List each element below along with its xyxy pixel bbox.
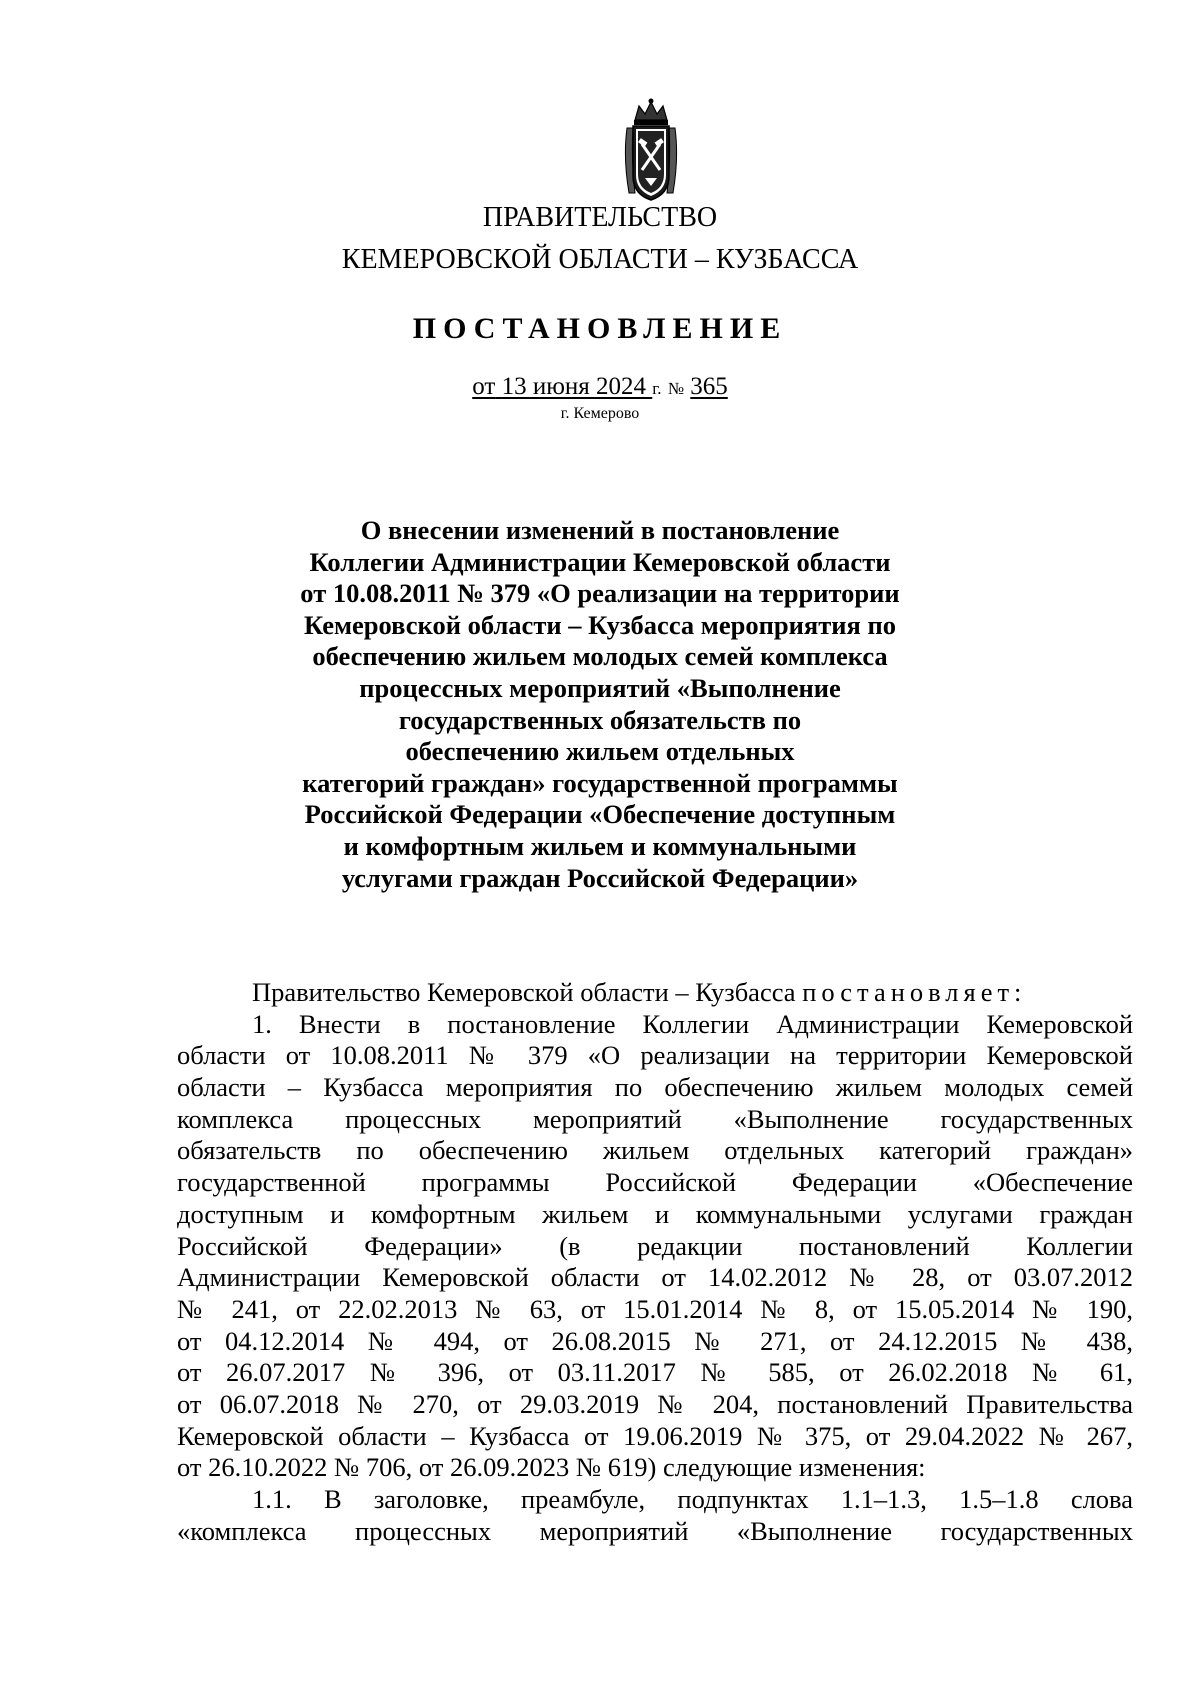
preamble-text: Правительство Кемеровской области – Кузбасса bbox=[252, 977, 796, 1007]
document-title bbox=[0, 515, 1200, 894]
title-line: Кемеровской области – Кузбасса мероприятия по bbox=[304, 609, 896, 640]
title-line: Российской Федерации «Обеспечение доступным bbox=[304, 799, 896, 830]
body-line: от 26.07.2017 № 396, от 03.11.2017 № 585, от 26.02.2018 № 61, bbox=[177, 1357, 1133, 1388]
body-line: обязательств по обеспечению жильем отдельных категорий граждан» bbox=[177, 1135, 1133, 1166]
body-line: области – Кузбасса мероприятия по обеспечению жильем молодых семей bbox=[177, 1072, 1133, 1103]
title-line: и комфортным жильем и коммунальными bbox=[343, 830, 857, 861]
title-line: услугами граждан Российской Федерации» bbox=[341, 862, 859, 893]
date-number-line bbox=[0, 373, 1200, 401]
title-line: категорий граждан» государственной программы bbox=[302, 767, 898, 798]
title-line: Коллегии Администрации Кемеровской области bbox=[309, 546, 891, 577]
body-line: № 241, от 22.02.2013 № 63, от 15.01.2014 № 8, от 15.05.2014 № 190, bbox=[177, 1293, 1133, 1324]
body-line: области от 10.08.2011 № 379 «О реализации на территории Кемеровской bbox=[177, 1040, 1133, 1071]
body-line: 1.1. В заголовке, преамбуле, подпунктах 1.1–1.3, 1.5–1.8 слова bbox=[252, 1484, 1133, 1514]
title-line: процессных мероприятий «Выполнение bbox=[359, 672, 841, 703]
title-line: обеспечению жильем молодых семей комплекса bbox=[312, 641, 888, 672]
body-line: от 04.12.2014 № 494, от 26.08.2015 № 271, от 24.12.2015 № 438, bbox=[177, 1325, 1133, 1356]
body-line: Кемеровской области – Кузбасса от 19.06.2019 № 375, от 29.04.2022 № 267, bbox=[177, 1420, 1133, 1451]
coat-of-arms-emblem bbox=[623, 98, 679, 202]
org-name-line-1: ПРАВИТЕЛЬСТВО bbox=[482, 202, 718, 233]
body-line: доступным и комфортным жильем и коммунальными услугами граждан bbox=[177, 1198, 1133, 1229]
decree-date bbox=[472, 373, 652, 400]
body-line: комплекса процессных мероприятий «Выполнение государственных bbox=[177, 1103, 1133, 1134]
year-suffix: г. bbox=[652, 379, 662, 398]
title-line: обеспечению жильем отдельных bbox=[405, 736, 795, 767]
body-line: «комплекса процессных мероприятий «Выполнение государственных bbox=[177, 1515, 1133, 1546]
body-line: от 06.07.2018 № 270, от 29.03.2019 № 204, постановлений Правительства bbox=[177, 1388, 1133, 1419]
document-type-heading: ПОСТАНОВЛЕНИЕ bbox=[412, 312, 788, 345]
date-value: 13 июня 2024 bbox=[501, 373, 646, 400]
number-sign: № bbox=[667, 379, 685, 398]
document-body bbox=[177, 977, 1133, 1547]
org-name-line-2: КЕМЕРОВСКОЙ ОБЛАСТИ – КУЗБАССА bbox=[341, 244, 859, 275]
preamble-line bbox=[177, 977, 1133, 1009]
decree-number: 365 bbox=[690, 373, 728, 400]
preamble-verb: постановляет: bbox=[802, 977, 1027, 1007]
body-line: Российской Федерации» (в редакции постановлений Коллегии bbox=[177, 1230, 1133, 1261]
body-line: государственной программы Российской Федерации «Обеспечение bbox=[177, 1167, 1133, 1198]
date-prefix: от bbox=[472, 373, 496, 400]
body-line: от 26.10.2022 № 706, от 26.09.2023 № 619) следующие изменения: bbox=[177, 1452, 926, 1483]
body-line: 1. Внести в постановление Коллегии Администрации Кемеровской bbox=[252, 1008, 1133, 1039]
title-line: от 10.08.2011 № 379 «О реализации на территории bbox=[300, 578, 900, 609]
body-line: Администрации Кемеровской области от 14.02.2012 № 28, от 03.07.2012 bbox=[177, 1262, 1133, 1293]
title-line: О внесении изменений в постановление bbox=[360, 515, 840, 545]
title-line: государственных обязательств по bbox=[398, 704, 802, 735]
city-name: г. Кемерово bbox=[560, 405, 640, 422]
